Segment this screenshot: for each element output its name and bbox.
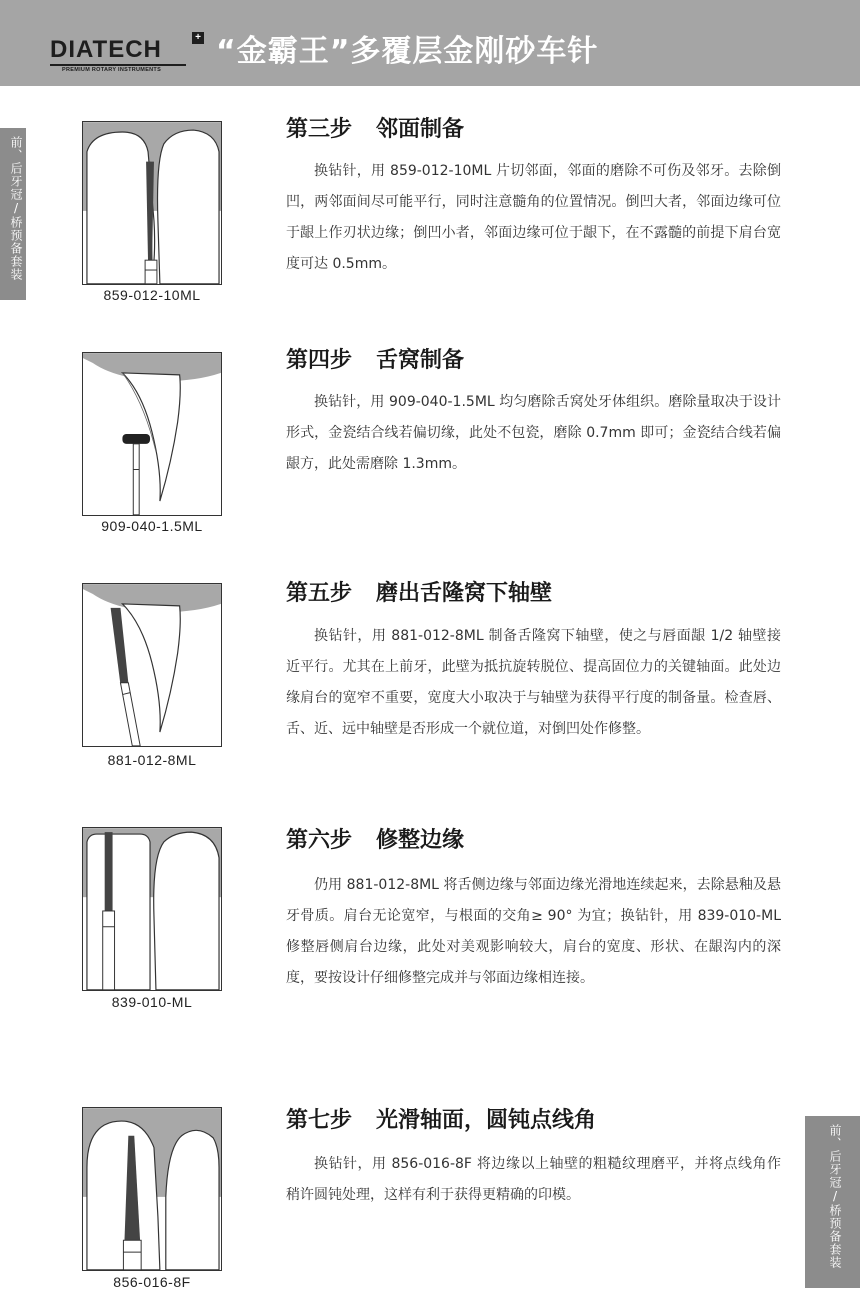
step-7-caption: 856-016-8F bbox=[113, 1274, 191, 1290]
step-6-caption: 839-010-ML bbox=[111, 994, 193, 1010]
step-6-heading: 修整边缘 bbox=[376, 828, 465, 853]
step-6-number: 第六步 bbox=[286, 828, 353, 853]
axial-smoothing-bur-image bbox=[83, 1108, 221, 1270]
step-4-number: 第四步 bbox=[286, 348, 353, 373]
step-5-caption: 881-012-8ML bbox=[107, 752, 197, 768]
step-3-text: 换钻针，用 859-012-10ML 片切邻面，邻面的磨除不可伤及邻牙。去除倒凹，两邻面间尽可能平行，同时注意髓角的位置情况。倒凹大者，邻面边缘可位于龈上作刃状边缘；倒凹小者，邻面边缘可位于龈下，在不露髓的前提下肩台宽度可达 0.5mm。 bbox=[286, 163, 781, 272]
side-tab-left: 前、后牙冠/桥预备套装 bbox=[0, 128, 26, 300]
step-6-illustration bbox=[82, 827, 222, 991]
step-5-heading: 磨出舌隆窝下轴壁 bbox=[376, 581, 553, 606]
margin-refining-bur-image bbox=[83, 828, 221, 990]
step-7-heading: 光滑轴面，圆钝点线角 bbox=[376, 1108, 597, 1133]
step-4-illustration bbox=[82, 352, 222, 516]
step-3-title bbox=[286, 112, 464, 143]
step-4-title bbox=[286, 343, 464, 374]
logo-plus-icon: + bbox=[192, 32, 204, 44]
step-5-illustration bbox=[82, 583, 222, 747]
step-3-heading: 邻面制备 bbox=[376, 117, 465, 142]
logo-underline bbox=[50, 64, 186, 66]
step-6-text: 仍用 881-012-8ML 将舌侧边缘与邻面边缘光滑地连续起来，去除悬釉及悬牙骨质。肩台无论宽窄，与根面的交角≥ 90° 为宜；换钻针，用 839-010-ML 修整唇侧肩台边缘，此处对美观影响较大，肩台的宽度、形状、在龈沟内的深度，要按设计仔细修整完成并与邻面边缘相连接。 bbox=[286, 877, 781, 986]
step-7-title bbox=[286, 1103, 596, 1134]
adjacent-teeth-bur-image bbox=[83, 122, 221, 284]
step-5-title bbox=[286, 576, 552, 607]
step-5-text: 换钻针，用 881-012-8ML 制备舌隆窝下轴壁，使之与唇面龈 1/2 轴壁接近平行。尤其在上前牙，此壁为抵抗旋转脱位、提高固位力的关键轴面。此处边缘肩台的宽窄不重要，宽度大小取决于与轴壁为获得平行度的制备量。检查唇、舌、近、远中轴壁是否形成一个就位道，对倒凹处作修整。 bbox=[286, 628, 781, 737]
logo-text: DIATECH bbox=[50, 36, 162, 63]
step-6-title bbox=[286, 823, 464, 854]
step-3-number: 第三步 bbox=[286, 117, 353, 142]
page-header bbox=[0, 0, 860, 86]
step-7-illustration bbox=[82, 1107, 222, 1271]
step-7-number: 第七步 bbox=[286, 1108, 353, 1133]
side-tab-right: 前、后牙冠/桥预备套装 bbox=[805, 1116, 860, 1288]
cingulum-wall-bur-image bbox=[83, 584, 221, 746]
lingual-fossa-bur-image bbox=[83, 353, 221, 515]
diatech-logo bbox=[50, 32, 210, 76]
step-5-number: 第五步 bbox=[286, 581, 353, 606]
logo-subtitle: PREMIUM ROTARY INSTRUMENTS bbox=[62, 67, 162, 73]
step-7-text: 换钻针，用 856-016-8F 将边缘以上轴壁的粗糙纹理磨平，并将点线角作稍许圆钝处理，这样有利于获得更精确的印模。 bbox=[286, 1156, 781, 1203]
step-3-illustration bbox=[82, 121, 222, 285]
page-title: “金霸王”多覆层金刚砂车针 bbox=[216, 34, 599, 69]
step-4-heading: 舌窝制备 bbox=[376, 348, 465, 373]
step-4-caption: 909-040-1.5ML bbox=[101, 518, 203, 534]
step-3-caption: 859-012-10ML bbox=[103, 287, 201, 303]
step-4-text: 换钻针，用 909-040-1.5ML 均匀磨除舌窝处牙体组织。磨除量取决于设计形式，金瓷结合线若偏切缘，此处不包瓷，磨除 0.7mm 即可；金瓷结合线若偏龈方，此处需磨除 1.3mm。 bbox=[286, 394, 781, 472]
